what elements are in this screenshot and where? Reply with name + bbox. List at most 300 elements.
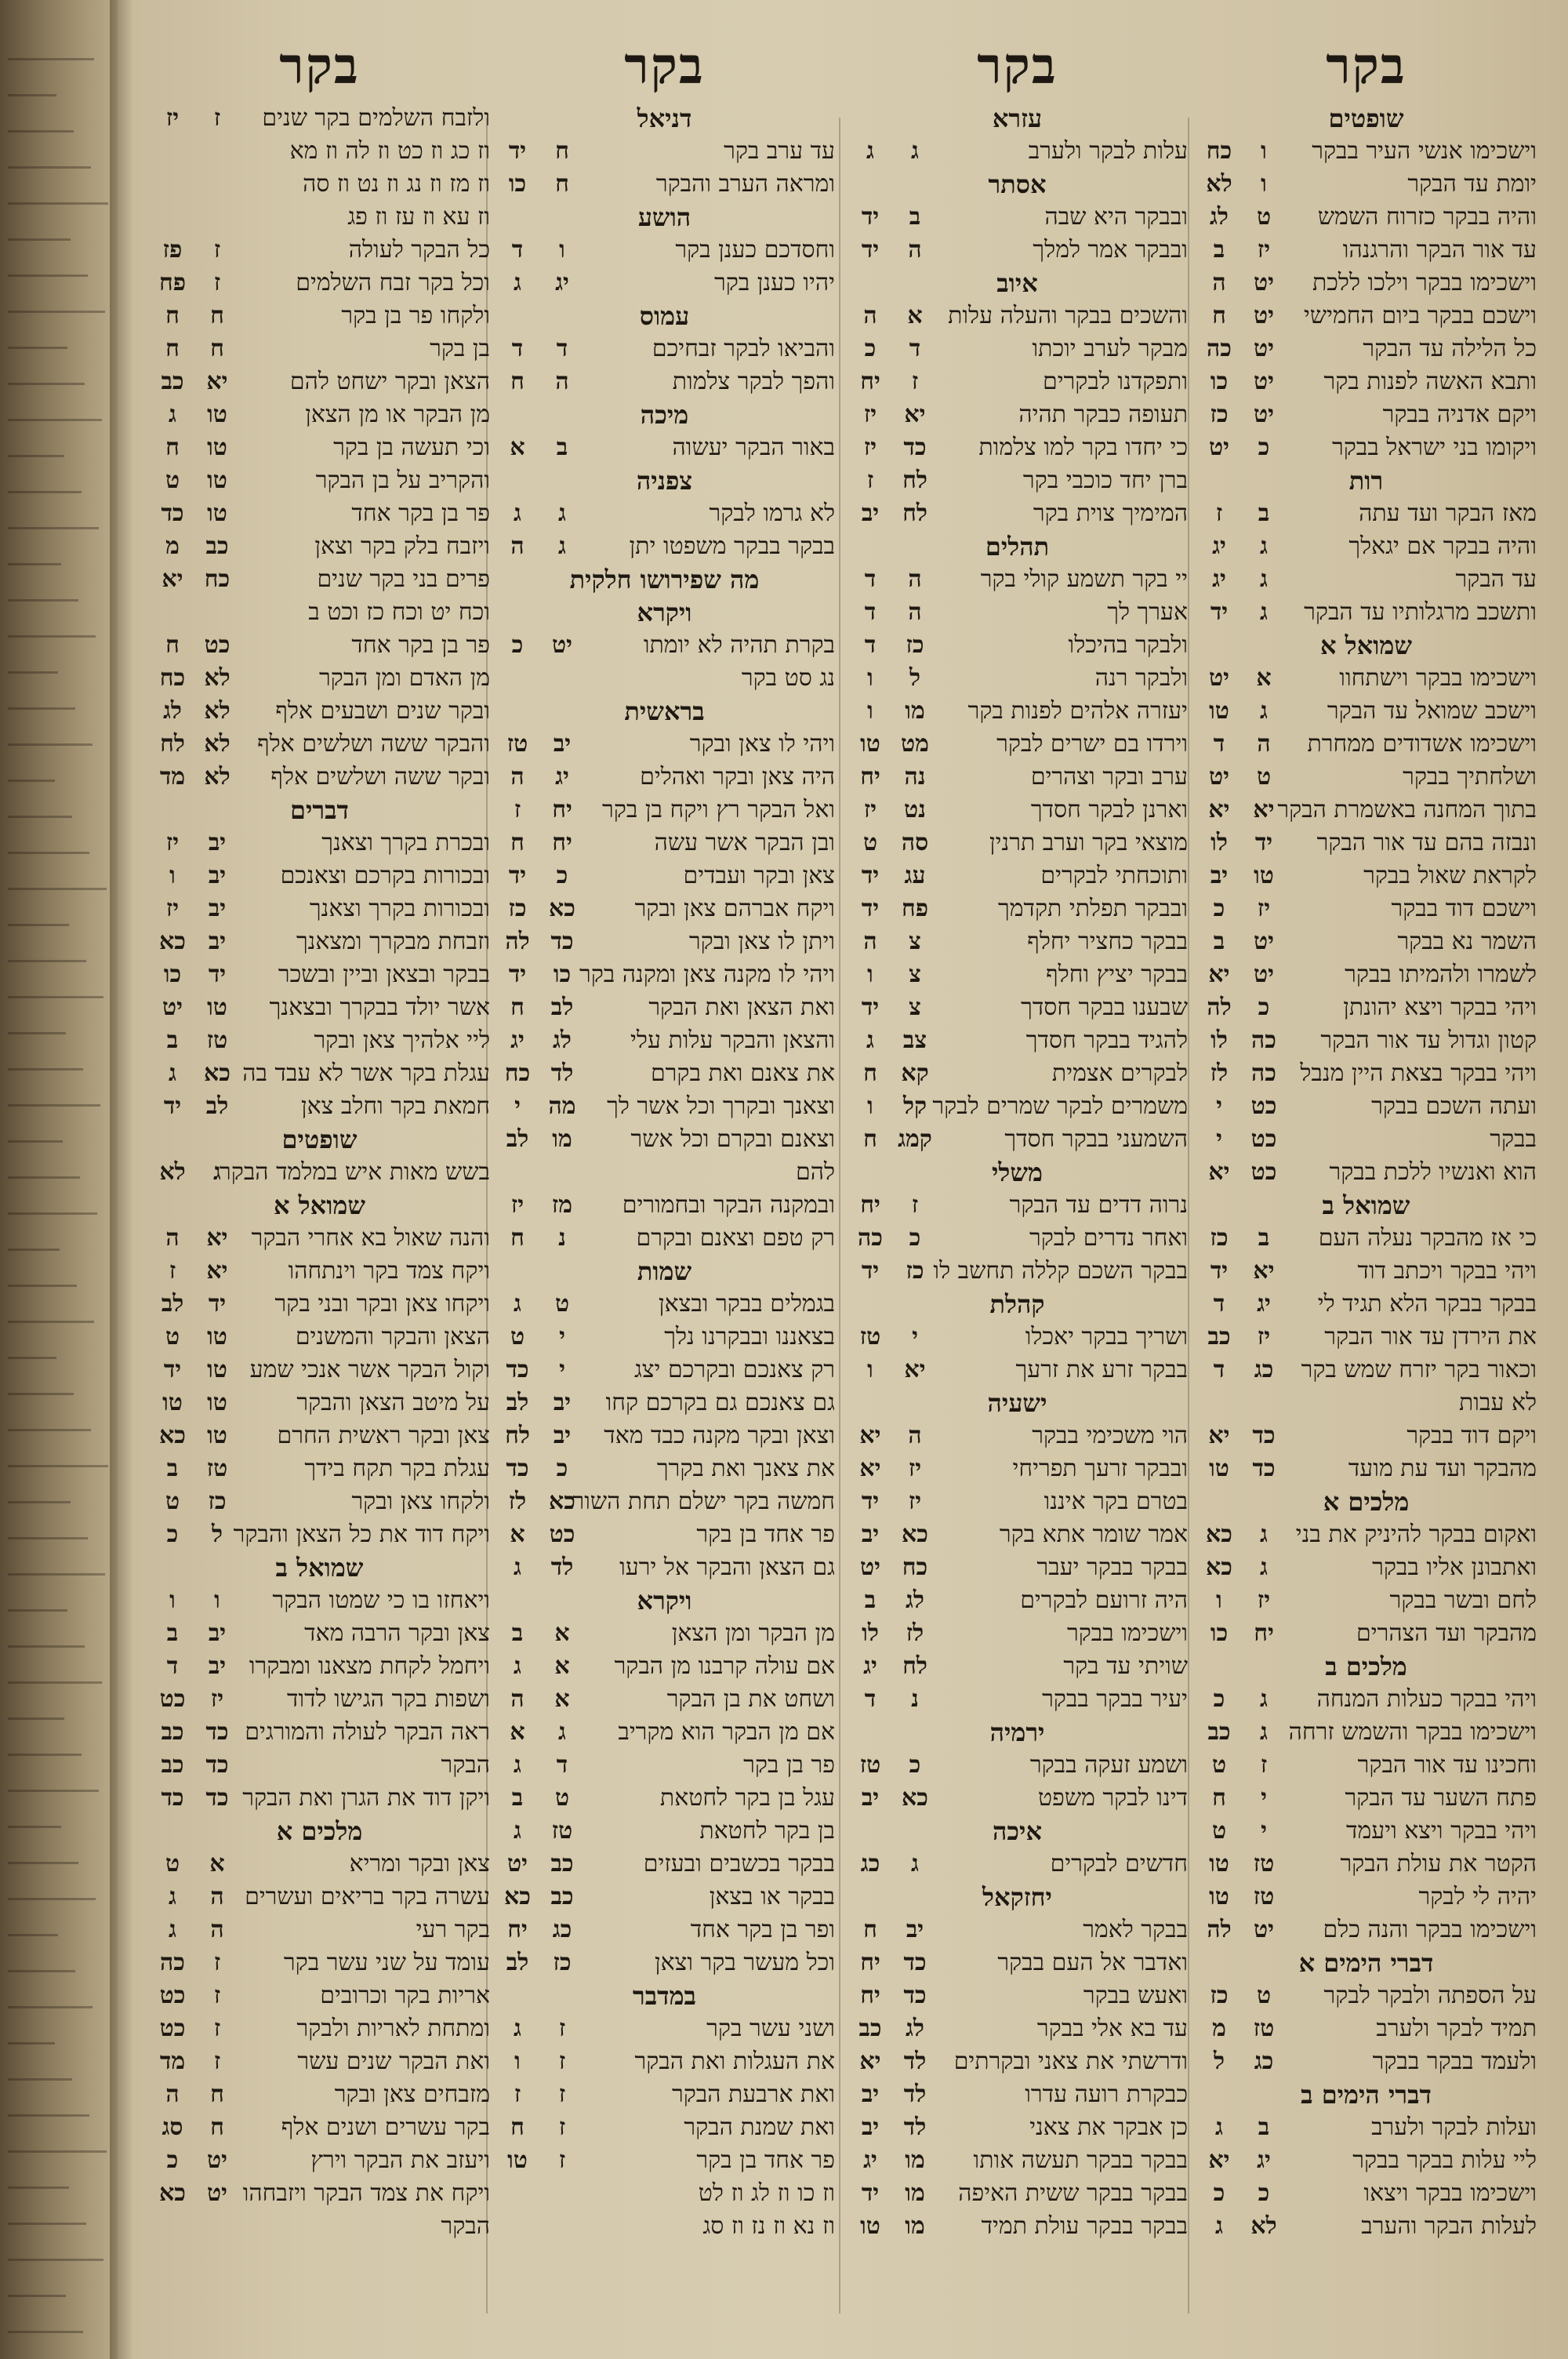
verse-number: יב: [861, 2114, 880, 2141]
bleed-text-line: [8, 1093, 100, 1107]
book-heading: מלכים א: [276, 1816, 363, 1846]
concordance-entry: [149, 860, 490, 892]
chapter-number: ג: [558, 533, 566, 560]
verse-number: סג: [162, 2114, 183, 2141]
chapter-number: כד: [903, 434, 927, 461]
concordance-entry: [494, 1288, 835, 1321]
concordance-entry: [1196, 168, 1537, 201]
verse-number: כא: [159, 1422, 186, 1449]
chapter-number: ו: [1261, 137, 1267, 165]
verse-number: ו: [1216, 1587, 1222, 1614]
verse-number: כב: [1207, 1323, 1231, 1350]
verse-text: וז כג וז כט וז לה וז מא: [289, 137, 490, 165]
chapter-number: יא: [904, 401, 926, 428]
chapter-number: יח: [1254, 1619, 1274, 1647]
chapter-number: יז: [908, 1488, 922, 1515]
verse-text: וז כו וז לג וז לט: [698, 2179, 835, 2207]
verse-number: יב: [861, 1784, 880, 1812]
concordance-entry: [1196, 827, 1537, 860]
verse-text: בבקר בבקר הלא תגיד לי: [1317, 1290, 1537, 1318]
chapter-number: כט: [1250, 1092, 1277, 1120]
verse-text: ואעש בבקר: [1083, 1982, 1188, 2009]
verse-number: ו: [169, 1587, 176, 1614]
chapter-number: לד: [550, 1060, 574, 1087]
concordance-entry: [847, 1123, 1188, 1156]
bleed-text-line: [8, 1707, 64, 1720]
verse-text: בבקר בבקר משפטו יתן: [629, 533, 835, 560]
concordance-entry: [494, 662, 835, 695]
verse-text: שויתי עד בקר: [1063, 1652, 1188, 1680]
concordance-entry: [847, 1914, 1188, 1946]
concordance-entry: [494, 1518, 835, 1551]
verse-text: שבענו בבקר חסדך: [1021, 994, 1188, 1021]
verse-number: כב: [161, 1751, 184, 1779]
concordance-entry: [494, 860, 835, 892]
verse-text: עד הבקר: [1455, 565, 1537, 593]
verse-text: לעלות הבקר והערב: [1361, 2212, 1537, 2240]
concordance-entry: [494, 1683, 835, 1716]
concordance-entry: [847, 1749, 1188, 1782]
verse-number: ג: [514, 1652, 521, 1680]
verse-text: בבקר בכשבים ובעזים: [643, 1850, 835, 1877]
verse-number: יז: [165, 104, 180, 132]
concordance-entry: [847, 431, 1188, 464]
concordance-entry: [149, 333, 490, 365]
chapter-number: לד: [903, 2048, 927, 2075]
chapter-number: ג: [1260, 598, 1268, 626]
chapter-number: ג: [1260, 533, 1268, 560]
chapter-number: יט: [1254, 401, 1274, 428]
chapter-number: יט: [1254, 335, 1274, 362]
verse-number: ד: [864, 631, 877, 659]
verse-number: ו: [169, 862, 176, 889]
concordance-entry: [1196, 135, 1537, 168]
concordance-entry: [494, 991, 835, 1024]
verse-number: טו: [860, 730, 880, 758]
verse-text: המימיך צוית בקר: [1033, 500, 1188, 527]
verse-text: וז עא וז עז וז פג: [347, 203, 490, 231]
verse-number: כ: [511, 631, 524, 659]
verse-number: יט: [1209, 664, 1229, 692]
chapter-number: יט: [1254, 961, 1274, 988]
chapter-number: טז: [551, 1817, 573, 1845]
verse-number: כז: [1210, 1224, 1229, 1252]
verse-text: ויעזב את הבקר וירץ: [310, 2146, 490, 2174]
verse-text: ואל הבקר רץ ויקח בן בקר: [602, 796, 835, 823]
concordance-entry: [847, 300, 1188, 333]
concordance-entry: [1196, 365, 1537, 398]
chapter-number: כא: [902, 1521, 928, 1548]
verse-text: ואדבר אל העם בבקר: [997, 1949, 1188, 1976]
concordance-entry: [149, 1518, 490, 1551]
chapter-number: ל: [211, 1521, 223, 1548]
verse-text: יומת עד הבקר: [1407, 170, 1537, 198]
concordance-entry: [1196, 892, 1537, 925]
verse-text: ושמע זעקה בבקר: [1029, 1751, 1188, 1779]
verse-text: את צאנך ואת בקרך: [656, 1455, 835, 1482]
verse-text: צאן ובקר הרבה מאד: [304, 1619, 490, 1647]
chapter-number: ח: [210, 2114, 224, 2141]
concordance-entry: [1196, 1452, 1537, 1485]
verse-number: ג: [514, 500, 521, 527]
verse-text: אריות בקר וכרובים: [320, 1982, 490, 2009]
verse-number: לה: [505, 928, 530, 955]
verse-number: ז: [169, 1257, 176, 1285]
chapter-number: יג: [1257, 2146, 1271, 2174]
concordance-entry: [1196, 201, 1537, 234]
concordance-entry: [494, 1881, 835, 1914]
concordance-entry: [1196, 1156, 1537, 1189]
verse-text: וז מז וז נג וז נט וז סה: [303, 170, 490, 198]
verse-text: מהבקר ועד עת מועד: [1348, 1455, 1537, 1482]
chapter-number: יב: [208, 862, 227, 889]
bleed-text-line: [8, 2103, 89, 2117]
verse-text: והקריב על בן הבקר: [315, 467, 490, 494]
concordance-entry: [847, 365, 1188, 398]
verse-number: יא: [1208, 1422, 1230, 1449]
chapter-number: כה: [1251, 1027, 1276, 1054]
concordance-entry: [149, 1782, 490, 1815]
verse-text: פר אחד בן בקר: [696, 2146, 835, 2174]
chapter-number: כ: [1258, 2179, 1270, 2207]
bleed-text-line: [8, 2284, 66, 2297]
verse-text: ויהי בבקר ויצא יהונתן: [1343, 994, 1537, 1021]
concordance-entry: [1196, 497, 1537, 530]
verse-number: טו: [1209, 1850, 1229, 1877]
chapter-number: ד: [556, 1751, 568, 1779]
verse-text: וכי תעשה בן בקר: [333, 434, 490, 461]
verse-text: וישכימו בבקר וישתחוו: [1339, 664, 1537, 692]
verse-text: בן בקר: [430, 335, 490, 362]
concordance-entry: [847, 1452, 1188, 1485]
verse-text: ואחר נדרים לבקר: [1029, 1224, 1188, 1252]
concordance-column-3: [494, 31, 835, 2321]
concordance-entry: [149, 530, 490, 563]
concordance-entry: [1196, 1419, 1537, 1452]
verse-number: כד: [506, 1356, 529, 1383]
verse-text: ויזבח בלק בקר וצאן: [314, 533, 490, 560]
chapter-number: ה: [1257, 730, 1271, 758]
verse-number: ו: [867, 961, 873, 988]
verse-number: ד: [511, 335, 524, 362]
concordance-entry: [1196, 695, 1537, 728]
chapter-number: ה: [908, 565, 922, 593]
bleed-text-line: [8, 264, 88, 277]
verse-number: כז: [1210, 401, 1229, 428]
chapter-number: ז: [1260, 1751, 1268, 1779]
verse-number: א: [510, 434, 525, 461]
verse-text: וישכימו אנשי העיר בבקר: [1312, 137, 1537, 165]
column-header: בקר: [977, 37, 1058, 96]
verse-number: ח: [165, 631, 180, 659]
chapter-number: נה: [904, 763, 926, 791]
verse-text: צאן ובקר ועבדים: [683, 862, 835, 889]
verse-text: וארנן לבקר חסדך: [1030, 796, 1188, 823]
concordance-entry: [149, 1584, 490, 1617]
bleed-text-line: [8, 1346, 56, 1359]
concordance-entry: [149, 563, 490, 596]
verse-number: יד: [861, 994, 880, 1021]
chapter-number: לא: [204, 763, 230, 791]
chapter-number: ג: [911, 137, 919, 165]
verse-number: כב: [161, 1718, 184, 1746]
concordance-entry: [494, 1419, 835, 1452]
verse-number: ט: [165, 1488, 180, 1515]
bleed-text-line: [8, 1526, 88, 1539]
concordance-entry: [149, 1354, 490, 1387]
verse-text: אם מן הבקר הוא מקריב: [618, 1718, 835, 1746]
chapter-number: יג: [555, 763, 569, 791]
book-heading: הושע: [637, 202, 691, 232]
concordance-entry: [1196, 333, 1537, 365]
verse-text: ויהי בבקר בצאת היין מנבל: [1300, 1060, 1537, 1087]
chapter-number: לא: [204, 697, 230, 725]
chapter-number: ב: [1258, 2114, 1270, 2141]
verse-number: י: [1216, 1092, 1222, 1120]
concordance-entry: [494, 2012, 835, 2045]
verse-number: יד: [861, 862, 880, 889]
verse-text: רק טפם וצאנם ובקרם: [636, 1224, 835, 1252]
bleed-text-line: [8, 1165, 80, 1179]
chapter-number: ז: [911, 1191, 919, 1219]
concordance-entry: [494, 827, 835, 860]
chapter-number: ה: [908, 598, 922, 626]
chapter-number: א: [554, 1652, 570, 1680]
book-heading: עמוס: [639, 301, 690, 331]
verse-number: ה: [510, 763, 524, 791]
verse-text: והצאן והבקר עלות עלי: [630, 1027, 835, 1054]
concordance-entry: [149, 398, 490, 431]
chapter-number: נ: [558, 1224, 566, 1252]
concordance-entry: [847, 1979, 1188, 2012]
verse-number: כא: [159, 2179, 186, 2207]
book-heading: מלכים א: [1323, 1487, 1410, 1517]
concordance-entry: [847, 1419, 1188, 1452]
verse-text: ובמקנה הבקר ובחמורים: [622, 1191, 835, 1219]
bleed-text-line: [8, 660, 58, 674]
verse-text: את העגלות ואת הבקר: [634, 2048, 835, 2075]
verse-number: ה: [165, 1224, 180, 1252]
entry-list: [847, 102, 1188, 2243]
verse-text: השמעני בבקר חסדך: [1004, 1125, 1188, 1153]
verse-text: כבקרת רועה עדרו: [1025, 2081, 1188, 2108]
bleed-text-line: [8, 191, 108, 205]
chapter-number: צ: [909, 961, 921, 988]
verse-text: וחסדכם כענן בקר: [675, 236, 835, 264]
verse-number: לח: [505, 1422, 530, 1449]
chapter-number: כט: [1250, 1125, 1277, 1153]
chapter-number: מו: [905, 2179, 925, 2207]
chapter-number: ג: [1260, 1554, 1268, 1581]
chapter-number: ל: [909, 664, 921, 692]
verse-number: יב: [861, 500, 880, 527]
verse-text: בבקר בבקר יעבר: [1036, 1554, 1188, 1581]
concordance-entry: [847, 1617, 1188, 1650]
verse-text: בבקר או בצאן: [709, 1883, 835, 1910]
verse-number: ד: [1213, 1290, 1225, 1318]
chapter-number: ג: [911, 1850, 919, 1877]
verse-number: כ: [1213, 2179, 1225, 2207]
chapter-number: ב: [1258, 500, 1270, 527]
concordance-entry: [494, 168, 835, 201]
verse-text: בן בקר לחטאת: [699, 1817, 835, 1845]
chapter-number: כד: [1252, 1455, 1276, 1482]
verse-number: יד: [508, 137, 527, 165]
bleed-text-line: [8, 1418, 91, 1431]
concordance-entry: [149, 2078, 490, 2111]
concordance-entry: [1196, 1387, 1537, 1419]
concordance-entry: [847, 563, 1188, 596]
entry-list: [149, 102, 490, 2243]
chapter-number: כד: [205, 1784, 229, 1812]
concordance-entry: [847, 1090, 1188, 1123]
concordance-entry: [1196, 761, 1537, 794]
verse-text: עד אור הבקר והרגנהו: [1342, 236, 1537, 264]
verse-text: בבקר יציץ וחלף: [1046, 961, 1188, 988]
concordance-entry: [149, 827, 490, 860]
chapter-number: ז: [558, 2146, 566, 2174]
verse-text: ועלות לבקר ולערב: [1371, 2114, 1537, 2141]
chapter-number: כז: [208, 1488, 227, 1515]
concordance-entry: [1196, 1518, 1537, 1551]
verse-text: ובבקר אמר למלך: [1033, 236, 1188, 264]
verse-text: בקר רעי: [416, 1916, 490, 1943]
chapter-number: יד: [208, 1290, 227, 1318]
concordance-entry: [149, 1288, 490, 1321]
chapter-number: טז: [206, 1027, 228, 1054]
verse-number: ד: [864, 1685, 877, 1713]
chapter-number: מט: [901, 730, 929, 758]
verse-number: ב: [1213, 236, 1225, 264]
concordance-entry: [494, 1189, 835, 1222]
verse-text: קטון וגדול עד אור הבקר: [1320, 1027, 1537, 1054]
verse-number: כד: [161, 500, 184, 527]
chapter-number: צ: [909, 994, 921, 1021]
verse-number: ג: [169, 401, 176, 428]
verse-text: בשש מאות איש במלמד הבקר: [220, 1158, 490, 1186]
concordance-entry: [149, 1848, 490, 1881]
verse-number: כז: [1210, 1982, 1229, 2009]
verse-text: ויקן דוד את הגרן ואת הבקר: [242, 1784, 490, 1812]
bleed-text-line: [8, 1851, 78, 1864]
verse-text: היה זרועם לבקרים: [1020, 1587, 1188, 1614]
concordance-entry: [847, 925, 1188, 958]
bleed-text-line: [8, 1129, 63, 1143]
verse-number: ה: [863, 302, 877, 329]
chapter-number: כ: [556, 862, 568, 889]
concordance-entry: [1196, 267, 1537, 300]
concordance-entry: [149, 1749, 490, 1782]
column-rule: [839, 118, 840, 2314]
chapter-number: ז: [213, 2015, 221, 2042]
verse-number: לב: [161, 1290, 184, 1318]
verse-text: מבקר לערב יוכתו: [1032, 335, 1188, 362]
book-heading: ירמיה: [989, 1717, 1045, 1747]
concordance-entry: [149, 365, 490, 398]
verse-text: יעיר בבקר בבקר: [1042, 1685, 1188, 1713]
concordance-entry: [494, 1848, 835, 1881]
chapter-number: מו: [905, 697, 925, 725]
verse-number: ב: [864, 1587, 877, 1614]
column-header: בקר: [1326, 37, 1406, 96]
chapter-number: כד: [903, 1949, 927, 1976]
concordance-entry: [149, 168, 490, 201]
verse-text: ויהי בבקר ויצא ויעמד: [1346, 1817, 1537, 1845]
verse-number: כו: [1210, 368, 1229, 395]
concordance-entry: [494, 728, 835, 761]
bleed-text-line: [8, 1670, 102, 1684]
verse-text: בתוך המחנה באשמרת הבקר: [1277, 796, 1537, 823]
chapter-number: י: [559, 1323, 565, 1350]
verse-text: ועתה השכם בבקר: [1371, 1092, 1537, 1120]
verse-number: כט: [159, 1685, 186, 1713]
verse-number: כ: [1213, 895, 1225, 922]
verse-number: ג: [169, 1916, 176, 1943]
concordance-entry: [149, 925, 490, 958]
verse-number: טז: [506, 730, 528, 758]
chapter-number: יד: [1254, 829, 1273, 856]
verse-text: וכל מעשר בקר וצאן: [654, 1949, 835, 1976]
verse-text: בקר עשרים ושנים אלף: [281, 2114, 490, 2141]
verse-number: ג: [866, 1027, 874, 1054]
verse-number: כא: [504, 1883, 531, 1910]
chapter-number: יז: [1257, 895, 1271, 922]
verse-number: ו: [867, 697, 873, 725]
concordance-entry: [494, 267, 835, 300]
chapter-number: יח: [552, 829, 572, 856]
verse-number: ד: [864, 565, 877, 593]
verse-text: ויקחו צאן ובקר ובני בקר: [274, 1290, 490, 1318]
chapter-number: ו: [214, 1587, 220, 1614]
verse-number: כ: [166, 1521, 179, 1548]
verse-text: ואת ארבעת הבקר: [671, 2081, 835, 2108]
verse-text: ויאחזו בו כי שמטו הבקר: [272, 1587, 490, 1614]
chapter-number: ז: [213, 1949, 221, 1976]
verse-number: לב: [506, 1949, 529, 1976]
verse-number: ג: [169, 1883, 176, 1910]
verse-number: ג: [514, 2015, 521, 2042]
bleed-text-line: [8, 805, 72, 818]
verse-number: יח: [507, 1916, 528, 1943]
concordance-entry: [149, 1617, 490, 1650]
verse-number: כה: [160, 1949, 185, 1976]
concordance-entry: [847, 497, 1188, 530]
concordance-entry: [847, 991, 1188, 1024]
verse-text: הצאן והבקר והמשנים: [295, 1323, 490, 1350]
verse-number: לו: [862, 1619, 879, 1647]
bleed-text-line: [8, 985, 103, 998]
concordance-entry: [149, 464, 490, 497]
concordance-entry: [1196, 1683, 1537, 1716]
chapter-number: יז: [1257, 236, 1271, 264]
verse-text: לא גרמו לבקר: [709, 500, 835, 527]
concordance-entry: [847, 1848, 1188, 1881]
verse-text: להגיד בבקר חסדך: [1025, 1027, 1188, 1054]
verse-number: כז: [508, 895, 527, 922]
verse-number: ה: [863, 928, 877, 955]
verse-text: ויהי לו צאן ובקר: [689, 730, 835, 758]
bleed-text-line: [8, 336, 67, 349]
verse-number: יד: [861, 203, 880, 231]
verse-text: ויתן לו צאן ובקר: [688, 928, 835, 955]
verse-number: ח: [165, 302, 180, 329]
concordance-entry: [149, 1485, 490, 1518]
verse-number: כח: [504, 1060, 531, 1087]
verse-text: יהיה לי לבקר: [1418, 1883, 1537, 1910]
chapter-number: לח: [902, 1652, 927, 1680]
verse-text: ויהי בבקר כעלות המנחה: [1316, 1685, 1537, 1713]
verse-number: א: [510, 1521, 525, 1548]
